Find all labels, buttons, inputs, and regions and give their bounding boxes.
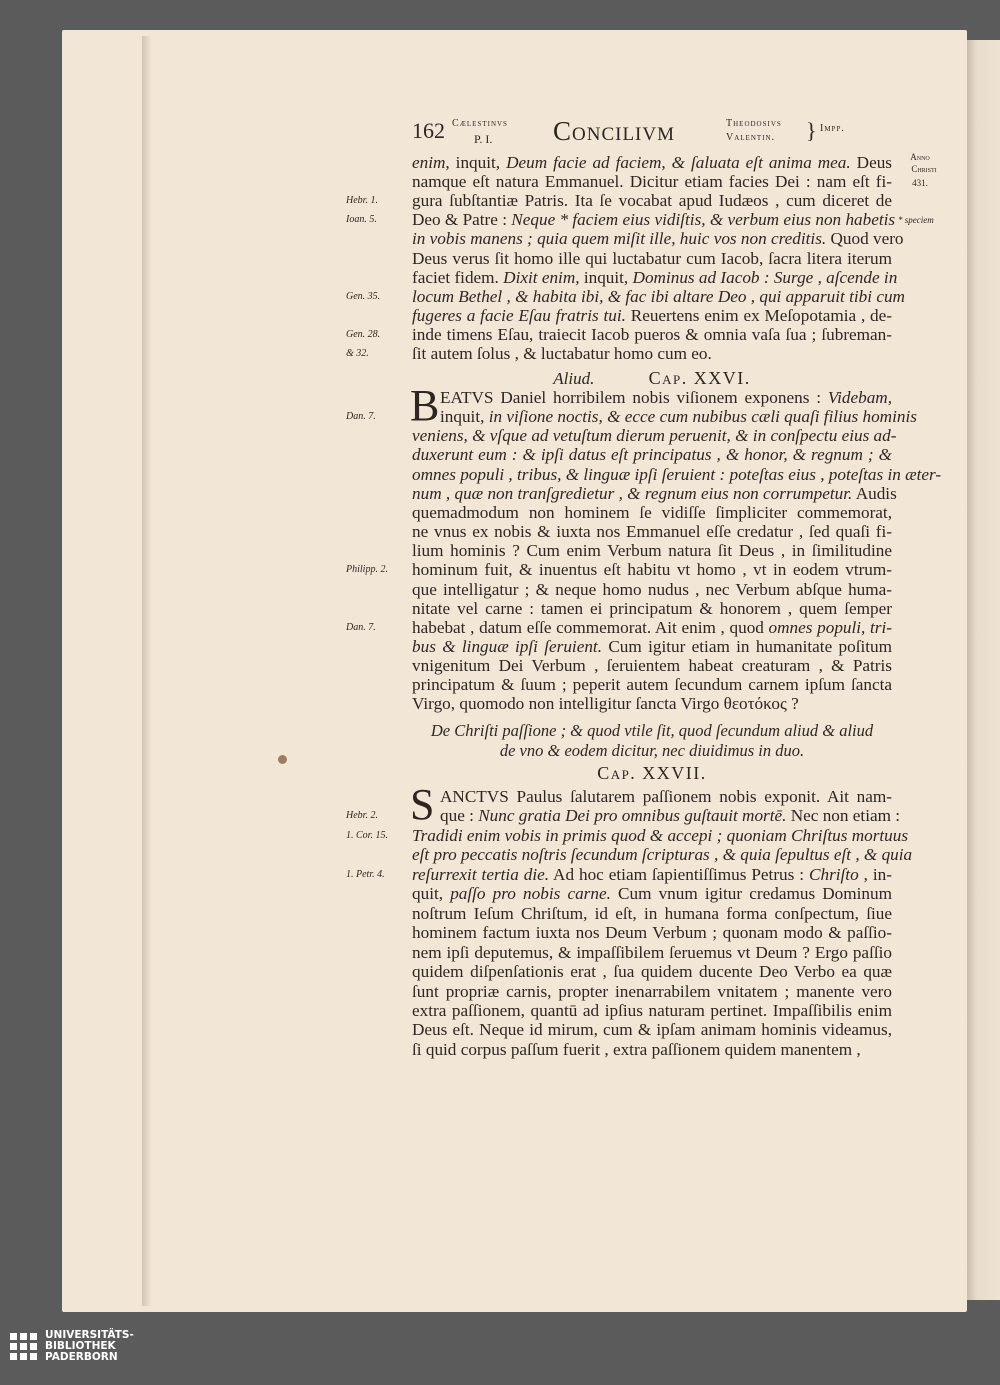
text-line: [412, 982, 892, 1001]
text-line: [412, 865, 892, 884]
italic-text: num , quæ non tranſgredietur , & regnum eius non corrumpetur.: [412, 483, 853, 503]
roman-text: Cum igitur etiam in humanitate poſitum: [602, 636, 892, 656]
roman-text: que :: [440, 806, 479, 826]
roman-text: Deus verus ſit homo ille qui luctabatur cum Iacob, ſacra litera iterum: [412, 248, 892, 268]
margin-reference: Hebr. 1.: [346, 195, 378, 207]
italic-text: fugeres a facie Eſau fratris tui.: [412, 305, 626, 325]
text-line: [412, 675, 892, 694]
text-line: [412, 825, 909, 845]
text-line: [412, 306, 892, 325]
text-line: [412, 426, 897, 446]
gutter-shadow: [142, 36, 152, 1306]
italic-text: omnes populi, tri-: [768, 617, 892, 637]
text-line: [412, 541, 892, 560]
italic-text: Tradidi enim vobis in primis quod & accepi ; quoniam Chriſtus mortuus: [412, 825, 909, 845]
text-line: [412, 560, 892, 579]
margin-reference: Gen. 28.: [346, 328, 381, 340]
roman-text: inquit,: [579, 267, 633, 287]
header-brace: }: [806, 118, 817, 143]
roman-text: Audis: [852, 483, 897, 503]
roman-text: que intelligatur ; & neque homo nudus , nec Verbum abſque huma-: [412, 579, 892, 599]
italic-text: omnes populi , tribus, & linguæ ipſi ſeruient : poteſtas eius , poteſtas in æter-: [412, 464, 942, 484]
library-logo: [10, 1330, 134, 1363]
roman-text: lium hominis ? Cum enim Verbum natura ſit Deus , in ſimilitudine: [412, 541, 892, 561]
text-line: [412, 267, 898, 287]
chapter-27-title: Cap. XXVII.: [597, 763, 707, 783]
margin-reference: 1. Cor. 15.: [346, 829, 388, 841]
roman-text: namque eſt natura Emmanuel. Dicitur etiam facies Dei : nam eſt fi-: [412, 172, 892, 192]
text-line: [412, 884, 892, 903]
text-line: [412, 694, 892, 713]
roman-text: Cum vnum igitur credamus Dominum: [610, 884, 892, 904]
header-title: Concilivm: [553, 116, 675, 146]
logo-line-3: PADERBORN: [45, 1351, 118, 1363]
aliud-label: Aliud.: [553, 369, 595, 388]
text-line: [412, 1020, 892, 1039]
roman-text: vnigenitum Dei Verbum , ſeruientem habeat creaturam , & Patris: [412, 656, 892, 676]
italic-text: Neque * faciem eius vidiſtis, & verbum eius non habetis: [511, 210, 896, 230]
roman-text: Virgo, quomodo non intelligitur ſancta Virgo θεοτόκος ?: [412, 694, 799, 714]
text-line: [412, 962, 892, 981]
italic-text: reſurrexit tertia die.: [412, 864, 550, 884]
roman-text: Deo & Patre :: [412, 210, 512, 230]
roman-text: nitate vel carne : tamen ei principatum & honorem , quem ſemper: [412, 598, 892, 618]
text-line: [412, 1001, 892, 1020]
text-line: [412, 153, 892, 172]
margin-reference: 1. Petr. 4.: [346, 868, 385, 880]
header-emperor-2: Valentin.: [726, 132, 776, 143]
text-line: [412, 503, 892, 522]
year-label: 431.: [912, 178, 928, 188]
roman-text: ſunt propriæ carnis, propter inenarrabilem vnitatem ; manente vero: [412, 981, 892, 1001]
drop-cap-s: S: [410, 780, 435, 829]
text-line: [412, 599, 892, 618]
chapter-26-heading: [412, 368, 892, 389]
logo-line-1: UNIVERSITÄTS-: [45, 1329, 134, 1341]
italic-text: eſt pro peccatis noſtris ſecundum ſcripturas , & quia ſepultus eſt , & quia: [412, 845, 913, 865]
italic-text: Dominus ad Iacob : Surge , aſcende in: [632, 267, 898, 287]
italic-text: bus & linguæ ipſi ſeruient.: [412, 636, 603, 656]
roman-text: EATVS Daniel horribilem nobis viſionem exponens :: [440, 388, 828, 407]
text-line: [412, 1040, 892, 1059]
header-pope: Cælestinvs: [452, 118, 508, 129]
roman-text: extra paſſionem, quantū ad ipſius naturam pertinet. Impaſſibilis enim: [412, 1000, 892, 1020]
text-line: [412, 249, 892, 268]
anno-label: Anno: [910, 152, 930, 162]
roman-text: principatum & ſuum ; peperit autem ſecundum carnem ipſum ſancta: [412, 675, 892, 695]
page-number: 162: [412, 118, 445, 143]
text-line: [412, 445, 892, 464]
roman-text: quit,: [412, 884, 451, 904]
text-line: [412, 522, 892, 541]
italic-text: Dixit enim,: [503, 267, 580, 287]
roman-text: inquit,: [449, 153, 507, 172]
text-line: [412, 191, 892, 210]
text-line: [412, 464, 942, 484]
italic-text: Nunc gratia Dei pro omnibus guſtauit mortē.: [478, 806, 787, 826]
text-line: [412, 923, 892, 942]
chapter-27-subtitle-line-1: De Chriſti paſſione ; & quod vtile ſit, quod ſecundum aliud & aliud: [430, 721, 874, 740]
text-line: [412, 325, 892, 344]
italic-text: Videbam,: [827, 388, 892, 407]
roman-text: Reuertens enim ex Meſopotamia , de-: [625, 305, 893, 325]
christi-label: Christi: [911, 164, 937, 174]
margin-reference: Ioan. 5.: [346, 214, 377, 226]
text-line: [412, 618, 892, 637]
roman-text: nem ipſi deputemus, & impaſſibilem ſeruemus vt Deum ? Ergo paſſio: [412, 942, 892, 962]
italic-text: in vobis manens ; quia quem miſit ille, huic vos non creditis.: [412, 229, 827, 249]
margin-reference: Dan. 7.: [346, 621, 376, 633]
roman-text: habebat , datum eſſe commemorat. Ait enim , quod: [412, 617, 769, 637]
roman-text: faciet fidem.: [412, 267, 504, 287]
roman-text: Deus: [850, 153, 892, 172]
roman-text: Nec non etiam :: [786, 806, 901, 826]
roman-text: Deus eſt. Neque id mirum, cum & ipſam animam hominis videamus,: [412, 1020, 892, 1040]
roman-text: , in-: [858, 864, 892, 884]
text-line: [440, 407, 917, 427]
italic-text: enim,: [412, 153, 450, 172]
header-impp: Impp.: [820, 123, 845, 134]
text-line: [412, 344, 892, 363]
logo-line-2: BIBLIOTHEK: [45, 1340, 116, 1352]
ink-stain: [278, 755, 287, 764]
roman-text: Ad hoc etiam ſapientiſſimus Petrus :: [549, 864, 810, 884]
text-line: [412, 172, 892, 191]
roman-text: hominem factum iuxta nos Deum Verbum ; quonam modo & paſſio-: [412, 923, 892, 943]
text-line: [412, 210, 896, 230]
text-line: [412, 286, 905, 306]
roman-text: ANCTVS Paulus ſalutarem paſſionem nobis exponit. Ait nam-: [440, 787, 892, 806]
text-line: [412, 483, 897, 503]
text-line: [412, 904, 892, 923]
header-pope-number: P. I.: [474, 132, 493, 146]
italic-text: paſſo pro nobis carne.: [450, 884, 611, 904]
text-line: [440, 806, 901, 826]
text-line: [412, 845, 913, 865]
roman-text: ſi quid corpus paſſum fuerit , extra paſſionem quidem manentem ,: [412, 1039, 861, 1059]
italic-text: Chriſto: [809, 864, 859, 884]
roman-text: inde timens Eſau, traiecit Iacob pueros & omnia vaſa ſua ; ſubreman-: [412, 324, 892, 344]
text-line: [440, 388, 892, 407]
text-line: [412, 943, 892, 962]
margin-reference: & 32.: [346, 348, 369, 359]
roman-text: hominum fuit, & inuentus eſt habitu vt homo , vt in eodem vtrum-: [412, 560, 892, 580]
drop-cap-b: B: [410, 381, 440, 430]
margin-reference: Hebr. 2.: [346, 810, 378, 822]
roman-text: ſit autem ſolus , & luctabatur homo cum eo.: [412, 344, 712, 363]
margin-reference: Gen. 35.: [346, 290, 381, 302]
roman-text: noſtrum Ieſum Chriſtum, id eſt, in humana forma conſpectum, ſiue: [412, 903, 892, 923]
text-line: [412, 580, 892, 599]
italic-text: veniens, & vſque ad vetuſtum dierum peruenit, & in conſpectu eius ad-: [412, 426, 897, 446]
text-line: [440, 787, 892, 806]
text-line: [412, 637, 892, 656]
roman-text: quemadmodum non hominem ſe vidiſſe ſimpliciter commemorat,: [412, 502, 892, 522]
italic-text: locum Bethel , & habita ibi, & fac ibi altare Deo , qui apparuit tibi cum: [412, 286, 905, 306]
margin-reference: Philipp. 2.: [346, 564, 388, 576]
roman-text: quidem diſpenſationis erat , ſua quidem ducente Deo Verbo ea quæ: [412, 962, 892, 982]
roman-text: ne vnus ex nobis & iuxta nos Emmanuel eſſe credatur , ſed quaſi fi-: [412, 522, 892, 542]
italic-text: duxerunt eum : & ipſi datus eſt principatus , & honor, & regnum ; &: [412, 445, 892, 465]
chapter-27-subtitle-line-2: de vno & eodem dicitur, nec diuidimus in duo.: [499, 741, 805, 760]
italic-text: in viſione noctis, & ecce cum nubibus cæli quaſi filius hominis: [488, 407, 917, 427]
library-logo-mark: [10, 1333, 37, 1360]
margin-reference: Dan. 7.: [346, 411, 376, 423]
facing-page-edge: [962, 40, 1000, 1300]
chapter-26-title: Cap. XXVI.: [648, 368, 751, 388]
roman-text: Quod vero: [826, 229, 904, 249]
header-emperor-1: Theodosivs: [726, 118, 782, 129]
roman-text: inquit,: [440, 407, 489, 427]
text-line: [412, 229, 904, 249]
roman-text: gura ſubſtantiæ Patris. Ita ſe vocabat apud Iudæos , cum diceret de: [412, 191, 892, 211]
text-line: [412, 656, 892, 675]
footnote-speciem: * speciem: [898, 215, 934, 225]
italic-text: Deum facie ad faciem, & ſaluata eſt anima mea.: [506, 153, 851, 172]
